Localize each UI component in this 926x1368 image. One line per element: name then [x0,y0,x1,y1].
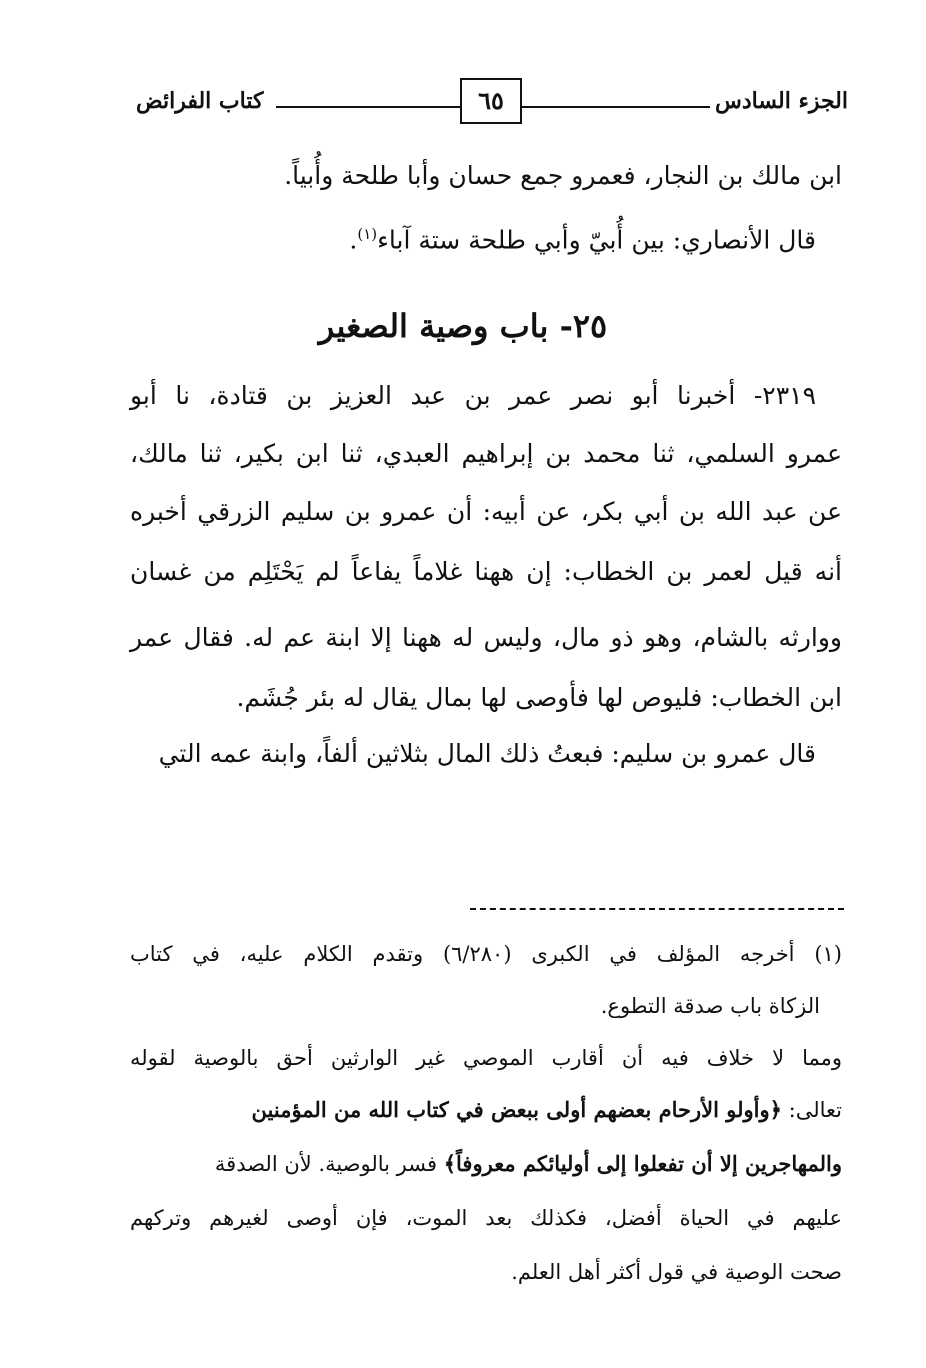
hadith-line-4: أنه قيل لعمر بن الخطاب: إن ههنا غلاماً يفاعاً لم يَحْتَلِم من غسان [130,557,842,586]
footnote-tala: تعالى: [788,1098,842,1122]
hadith-line-7: قال عمرو بن سليم: فبعتُ ذلك المال بثلاثين ألفاً، وابنة عمه التي [158,739,816,768]
footnote-line-1: (١) أخرجه المؤلف في الكبرى (٦/٢٨٠) وتقدم الكلام عليه، في كتاب [130,942,842,966]
footnote-line-6: عليهم في الحياة أفضل، فكذلك بعد الموت، فإن أوصى لغيرهم وتركهم [130,1206,842,1230]
hadith-line-6: ابن الخطاب: فليوص لها فأوصى لها بمال يقال له بئر جُشَم. [236,683,842,712]
quran-verse-part-1: ﴿وأولو الأرحام بعضهم أولى ببعض في كتاب الله من المؤمنين [251,1097,782,1122]
book-title: كتاب الفرائض [136,88,264,114]
running-header [136,78,848,126]
footnote-line-7: صحت الوصية في قول أكثر أهل العلم. [511,1260,842,1284]
body-line-2-end: . [349,225,358,255]
header-rule-left [276,106,460,108]
chapter-heading: ٢٥- باب وصية الصغير [318,307,608,345]
hadith-line-5: ووارثه بالشام، وهو ذو مال، وليس له ههنا إلا ابنة عم له. فقال عمر [130,623,842,652]
footnote-line-3: ومما لا خلاف فيه أن أقارب الموصي غير الوارثين أحق بالوصية لقوله [130,1046,842,1070]
hadith-line-1: ٢٣١٩- أخبرنا أبو نصر عمر بن عبد العزيز بن قتادة، نا أبو [130,381,816,410]
footnote-marker: (١) [357,225,378,243]
quran-verse-part-2: والمهاجرين إلا أن تفعلوا إلى أوليائكم معروفاً﴾ [443,1151,842,1176]
footnote-line-5 [130,1148,842,1180]
page-number: ٦٥ [460,78,522,124]
part-title: الجزء السادس [715,88,848,114]
hadith-line-3: عن عبد الله بن أبي بكر، عن أبيه: أن عمرو بن سليم الزرقي أخبره [130,497,842,526]
body-line-2 [130,216,816,258]
hadith-line-2: عمرو السلمي، ثنا محمد بن إبراهيم العبدي، ثنا ابن بكير، ثنا مالك، [130,439,842,468]
body-line-2-text: قال الأنصاري: بين أُبيّ وأبي طلحة ستة آباء [377,225,816,255]
footnote-line-5-tail: فسر بالوصية. لأن الصدقة [214,1152,438,1176]
footnote-separator [470,908,844,910]
body-line-1: ابن مالك بن النجار، فعمرو جمع حسان وأبا طلحة وأُبياً. [284,161,842,190]
footnote-line-4 [130,1094,842,1126]
header-rule-right [522,106,710,108]
footnote-line-2: الزكاة باب صدقة التطوع. [600,994,820,1018]
